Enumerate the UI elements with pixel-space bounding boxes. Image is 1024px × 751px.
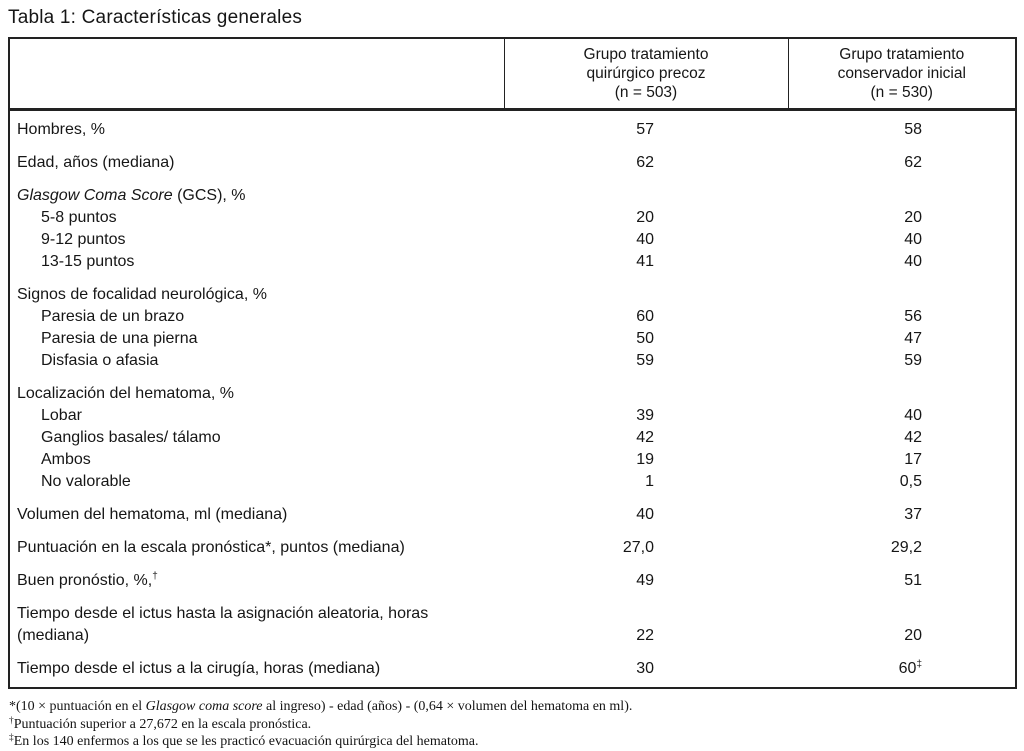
value-surgical-group: 40 [636, 506, 654, 523]
value-surgical-group: 41 [636, 253, 654, 270]
value-conservative-group: 47 [904, 330, 922, 347]
table-row [9, 405, 1016, 427]
footnotes [8, 698, 1016, 751]
table-row [9, 493, 1016, 526]
value-surgical-group: 39 [636, 407, 654, 424]
table-row [9, 141, 1016, 174]
row-label: 5-8 puntos [41, 209, 117, 226]
row-label: Edad, años (mediana) [17, 154, 175, 171]
table-row [9, 471, 1016, 493]
value-surgical-group: 62 [636, 154, 654, 171]
value-surgical-group: 49 [636, 572, 654, 589]
row-label: Paresia de un brazo [41, 308, 185, 325]
row-label: Ganglios basales/ tálamo [41, 429, 221, 446]
value-surgical-group [504, 372, 788, 405]
value-conservative-group [788, 174, 1016, 207]
value-conservative-group: 40 [904, 407, 922, 424]
table-row [9, 350, 1016, 372]
table-row [9, 251, 1016, 273]
row-label: Localización del hematoma, % [17, 385, 235, 402]
row-label: Tiempo desde el ictus hasta la asignación aleatoria, horas (mediana) [17, 605, 429, 644]
column-header-line: Grupo tratamiento [583, 46, 709, 63]
row-label: Glasgow Coma Score (GCS), % [17, 187, 246, 204]
table-title: Tabla 1: Características generales [8, 7, 303, 28]
value-conservative-group: 60‡ [898, 659, 922, 677]
value-conservative-group [788, 273, 1016, 306]
row-label: 9-12 puntos [41, 231, 126, 248]
value-surgical-group: 50 [636, 330, 654, 347]
row-label: Tiempo desde el ictus a la cirugía, horas (mediana) [17, 660, 381, 677]
table-row [9, 427, 1016, 449]
value-surgical-group [504, 273, 788, 306]
column-header-line: (n = 503) [614, 84, 678, 101]
value-surgical-group: 60 [636, 308, 654, 325]
table-row [9, 526, 1016, 559]
table-row [9, 306, 1016, 328]
table-row [9, 328, 1016, 350]
value-conservative-group: 37 [904, 506, 922, 523]
column-header-line: quirúrgico precoz [586, 65, 706, 82]
column-header-line: Grupo tratamiento [839, 46, 965, 63]
table-row [9, 229, 1016, 251]
table-header [9, 38, 1016, 110]
value-conservative-group: 0,5 [899, 473, 922, 490]
row-label: Signos de focalidad neurológica, % [17, 286, 267, 303]
value-conservative-group: 40 [904, 253, 922, 270]
table-row [9, 372, 1016, 405]
table-row [9, 174, 1016, 207]
table-row [9, 647, 1016, 688]
value-surgical-group: 30 [636, 660, 654, 677]
value-conservative-group [788, 372, 1016, 405]
value-conservative-group: 42 [904, 429, 922, 446]
footnote: ‡En los 140 enfermos a los que se les practicó evacuación quirúrgica del hematoma. [9, 733, 479, 749]
row-label: Volumen del hematoma, ml (mediana) [17, 506, 288, 523]
table-body [9, 110, 1016, 689]
column-header-line: conservador inicial [837, 65, 966, 82]
value-surgical-group [504, 174, 788, 207]
value-conservative-group: 62 [904, 154, 922, 171]
value-conservative-group: 40 [904, 231, 922, 248]
row-label: 13-15 puntos [41, 253, 135, 270]
row-label: Puntuación en la escala pronóstica*, puntos (mediana) [17, 539, 405, 556]
table-row [9, 559, 1016, 592]
value-surgical-group: 57 [636, 121, 654, 138]
row-label: No valorable [41, 473, 131, 490]
value-conservative-group: 20 [904, 627, 922, 644]
table-row [9, 273, 1016, 306]
value-conservative-group: 29,2 [890, 539, 922, 556]
table-row [9, 449, 1016, 471]
footnote: *(10 × puntuación en el Glasgow coma score al ingreso) - edad (años) - (0,64 × volumen del hematoma en ml). [9, 699, 633, 714]
value-conservative-group: 59 [904, 352, 922, 369]
value-conservative-group: 58 [904, 121, 922, 138]
row-label: Ambos [41, 451, 91, 468]
column-header-line: (n = 530) [870, 84, 933, 101]
value-surgical-group: 20 [636, 209, 654, 226]
column-header-surgical-group [504, 38, 788, 110]
value-conservative-group: 56 [904, 308, 922, 325]
column-header-conservative-group [788, 38, 1016, 110]
value-surgical-group: 19 [636, 451, 654, 468]
row-label: Buen pronóstio, %,† [17, 571, 158, 589]
value-conservative-group: 20 [904, 209, 922, 226]
row-label: Disfasia o afasia [41, 352, 159, 369]
table-row [9, 110, 1016, 142]
value-surgical-group: 22 [636, 627, 654, 644]
characteristics-table [8, 37, 1017, 689]
row-label: Hombres, % [17, 121, 106, 138]
footnote: †Puntuación superior a 27,672 en la escala pronóstica. [9, 715, 312, 732]
value-surgical-group: 1 [645, 473, 654, 490]
header-row [9, 38, 1016, 110]
row-label: Lobar [41, 407, 82, 424]
value-surgical-group: 40 [636, 231, 654, 248]
value-surgical-group: 59 [636, 352, 654, 369]
row-label: Paresia de una pierna [41, 330, 198, 347]
value-surgical-group: 27,0 [622, 539, 654, 556]
value-conservative-group: 51 [904, 572, 922, 589]
stub-header-cell [9, 38, 504, 110]
value-conservative-group: 17 [904, 451, 922, 468]
value-surgical-group: 42 [636, 429, 654, 446]
table-row [9, 207, 1016, 229]
table-row [9, 592, 1016, 647]
